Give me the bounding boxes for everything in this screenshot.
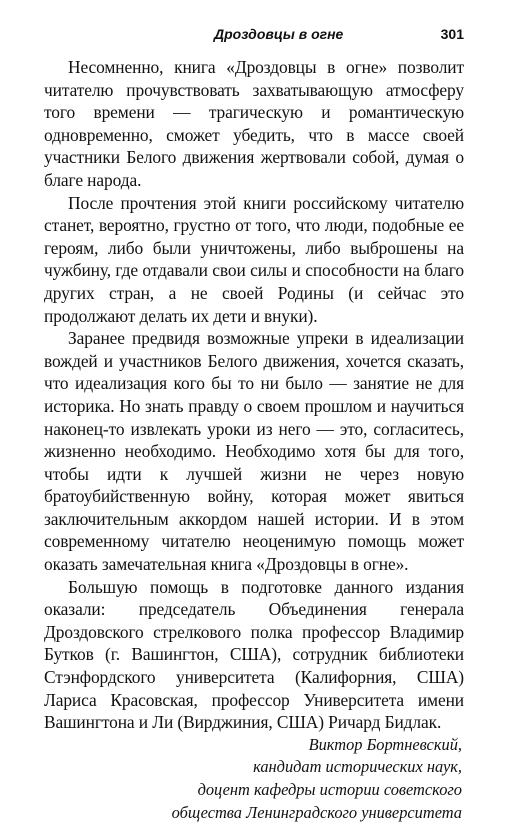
signature-name: Виктор Бортневский,: [308, 734, 462, 754]
paragraph: Большую помощь в подготовке данного издания оказали: председатель Объединения генерала Дроздовского стрелкового полка профессор Владимир Бутков (г. Вашингтон, США), сотрудник библиотеки Стэнфордского университета (Калифорния, США) Лариса Красовская, профессор Университета имени Вашингтона и Ли (Вирджиния, США) Ричард Бидлак.: [44, 576, 464, 733]
signature-institution: общества Ленинградского университета: [171, 802, 462, 822]
paragraph: Несомненно, книга «Дроздовцы в огне» позволит читателю прочувствовать захватывающую атмосферу того времени — трагическую и романтическую одновременно, сможет убедить, что в массе своей участники Белого движения жертвовали собой, думая о благе народа.: [44, 57, 464, 190]
body-text: [44, 56, 464, 734]
page-number: 301: [440, 26, 464, 42]
paragraph: Заранее предвидя возможные упреки в идеализации вождей и участников Белого движения, хочется сказать, что идеализация кого бы то ни было — занятие не для историка. Но знать правду о своем прошлом и научиться наконец-то извлекать уроки из него — это, согласитесь, жизненно необходимо. Необходимо хотя бы для того, чтобы идти к лучшей жизни не через новую братоубийственную войну, которая может явиться заключительным аккордом нашей истории. И в этом современному читателю неоценимую помощь может оказать замечательная книга «Дроздовцы в огне».: [44, 328, 464, 575]
book-page: [44, 26, 464, 824]
author-signature: [44, 734, 464, 824]
paragraph: После прочтения этой книги российскому читателю станет, вероятно, грустно от того, что люди, подобные ее героям, либо были уничтожены, либо выброшены на чужбину, где отдавали свои силы и способности на благо других стран, а не своей Родины (и сейчас это продолжают делать их дети и внуки).: [44, 192, 464, 326]
signature-degree: кандидат исторических наук,: [253, 757, 462, 777]
running-header: [44, 26, 464, 42]
running-title: Дроздовцы в огне: [214, 26, 344, 42]
signature-position: доцент кафедры истории советского: [197, 780, 462, 799]
